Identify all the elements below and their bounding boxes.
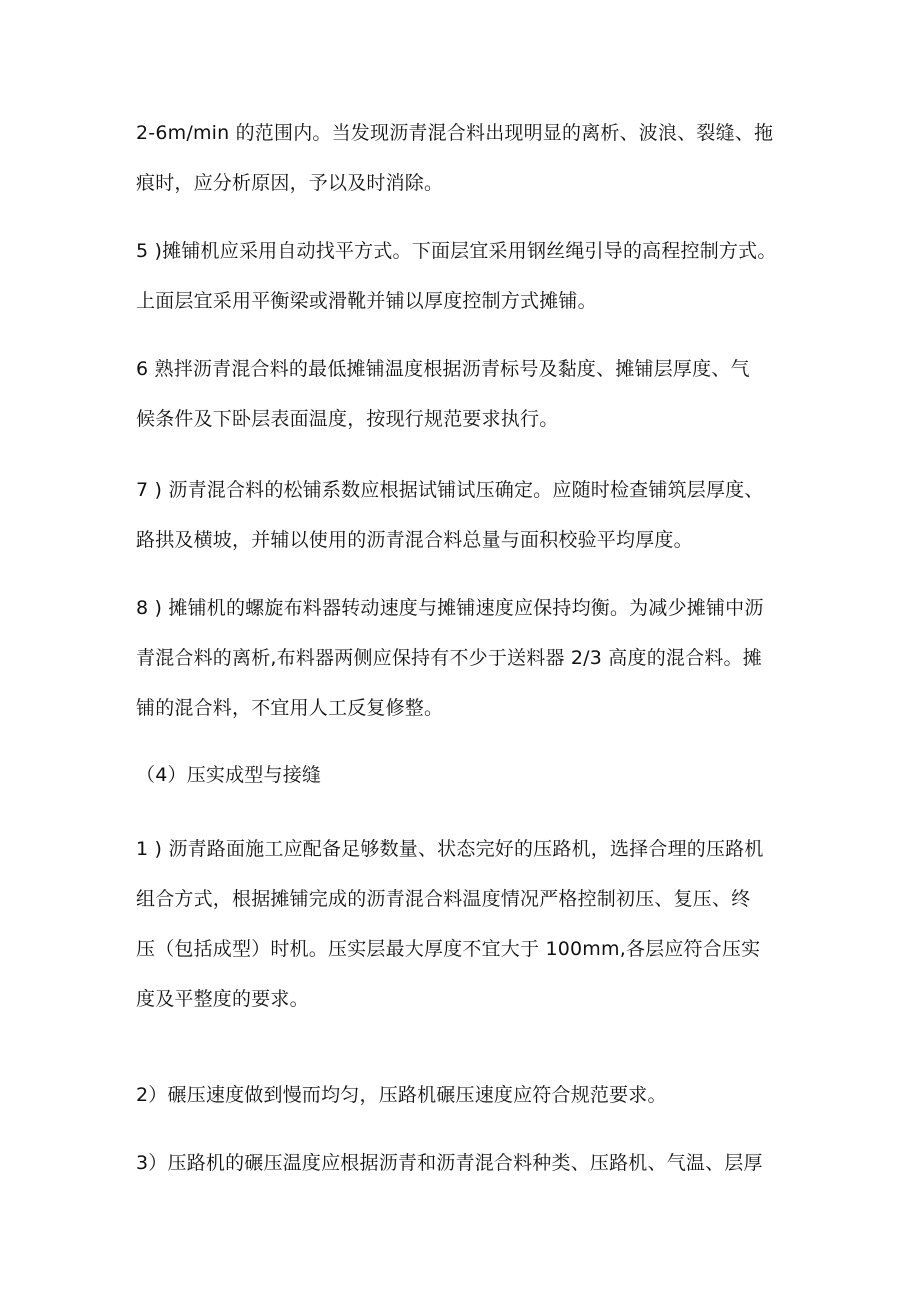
paragraph-compaction-3 (136, 1138, 796, 1188)
paragraph-line: 压（包括成型）时机。压实层最大厚度不宜大于 100mm,各层应符合压实 (136, 938, 761, 960)
paragraph-item-5 (136, 226, 796, 326)
paragraph-line: 8 ) 摊铺机的螺旋布料器转动速度与摊铺速度应保持均衡。为减少摊铺中沥 (136, 597, 764, 619)
paragraph-line: 路拱及横坡，并辅以使用的沥青混合料总量与面积校验平均厚度。 (136, 529, 693, 551)
paragraph-line: 铺的混合料，不宜用人工反复修整。 (136, 697, 444, 719)
paragraph-line: 度及平整度的要求。 (136, 988, 309, 1010)
paragraph-line: 3）压路机的碾压温度应根据沥青和沥青混合料种类、压路机、气温、层厚 (136, 1152, 763, 1174)
paragraph-line: 组合方式，根据摊铺完成的沥青混合料温度情况严格控制初压、复压、终 (136, 888, 751, 910)
paragraph-line: 1 ) 沥青路面施工应配备足够数量、状态完好的压路机，选择合理的压路机 (136, 838, 764, 860)
paragraph-line: 7 ) 沥青混合料的松铺系数应根据试铺试压确定。应随时检查铺筑层厚度、 (136, 479, 764, 501)
paragraph-line: 候条件及下卧层表面温度，按现行规范要求执行。 (136, 408, 559, 430)
paragraph-item-8 (136, 583, 796, 733)
paragraph-compaction-1 (136, 824, 796, 1024)
paragraph-line: 2-6m/min 的范围内。当发现沥青混合料出现明显的离析、波浪、裂缝、拖 (136, 122, 774, 144)
paragraph-line: 2）碾压速度做到慢而均匀，压路机碾压速度应符合规范要求。 (136, 1084, 667, 1106)
paragraph-line: 上面层宜采用平衡梁或滑靴并铺以厚度控制方式摊铺。 (136, 290, 597, 312)
paragraph-item-7 (136, 465, 796, 565)
paragraph-line: 痕时，应分析原因，予以及时消除。 (136, 172, 444, 194)
paragraph-compaction-2 (136, 1070, 796, 1120)
section-heading-compaction (136, 750, 796, 800)
paragraph-line: 5 )摊铺机应采用自动找平方式。下面层宜采用钢丝绳引导的高程控制方式。 (136, 240, 777, 262)
paragraph-paving-speed (136, 108, 796, 208)
paragraph-line: 青混合料的离析,布料器两侧应保持有不少于送料器 2/3 高度的混合料。摊 (136, 647, 762, 669)
section-heading-text: （4）压实成型与接缝 (136, 764, 322, 786)
paragraph-line: 6 熟拌沥青混合料的最低摊铺温度根据沥青标号及黏度、摊铺层厚度、气 (136, 358, 750, 380)
paragraph-item-6 (136, 344, 796, 444)
